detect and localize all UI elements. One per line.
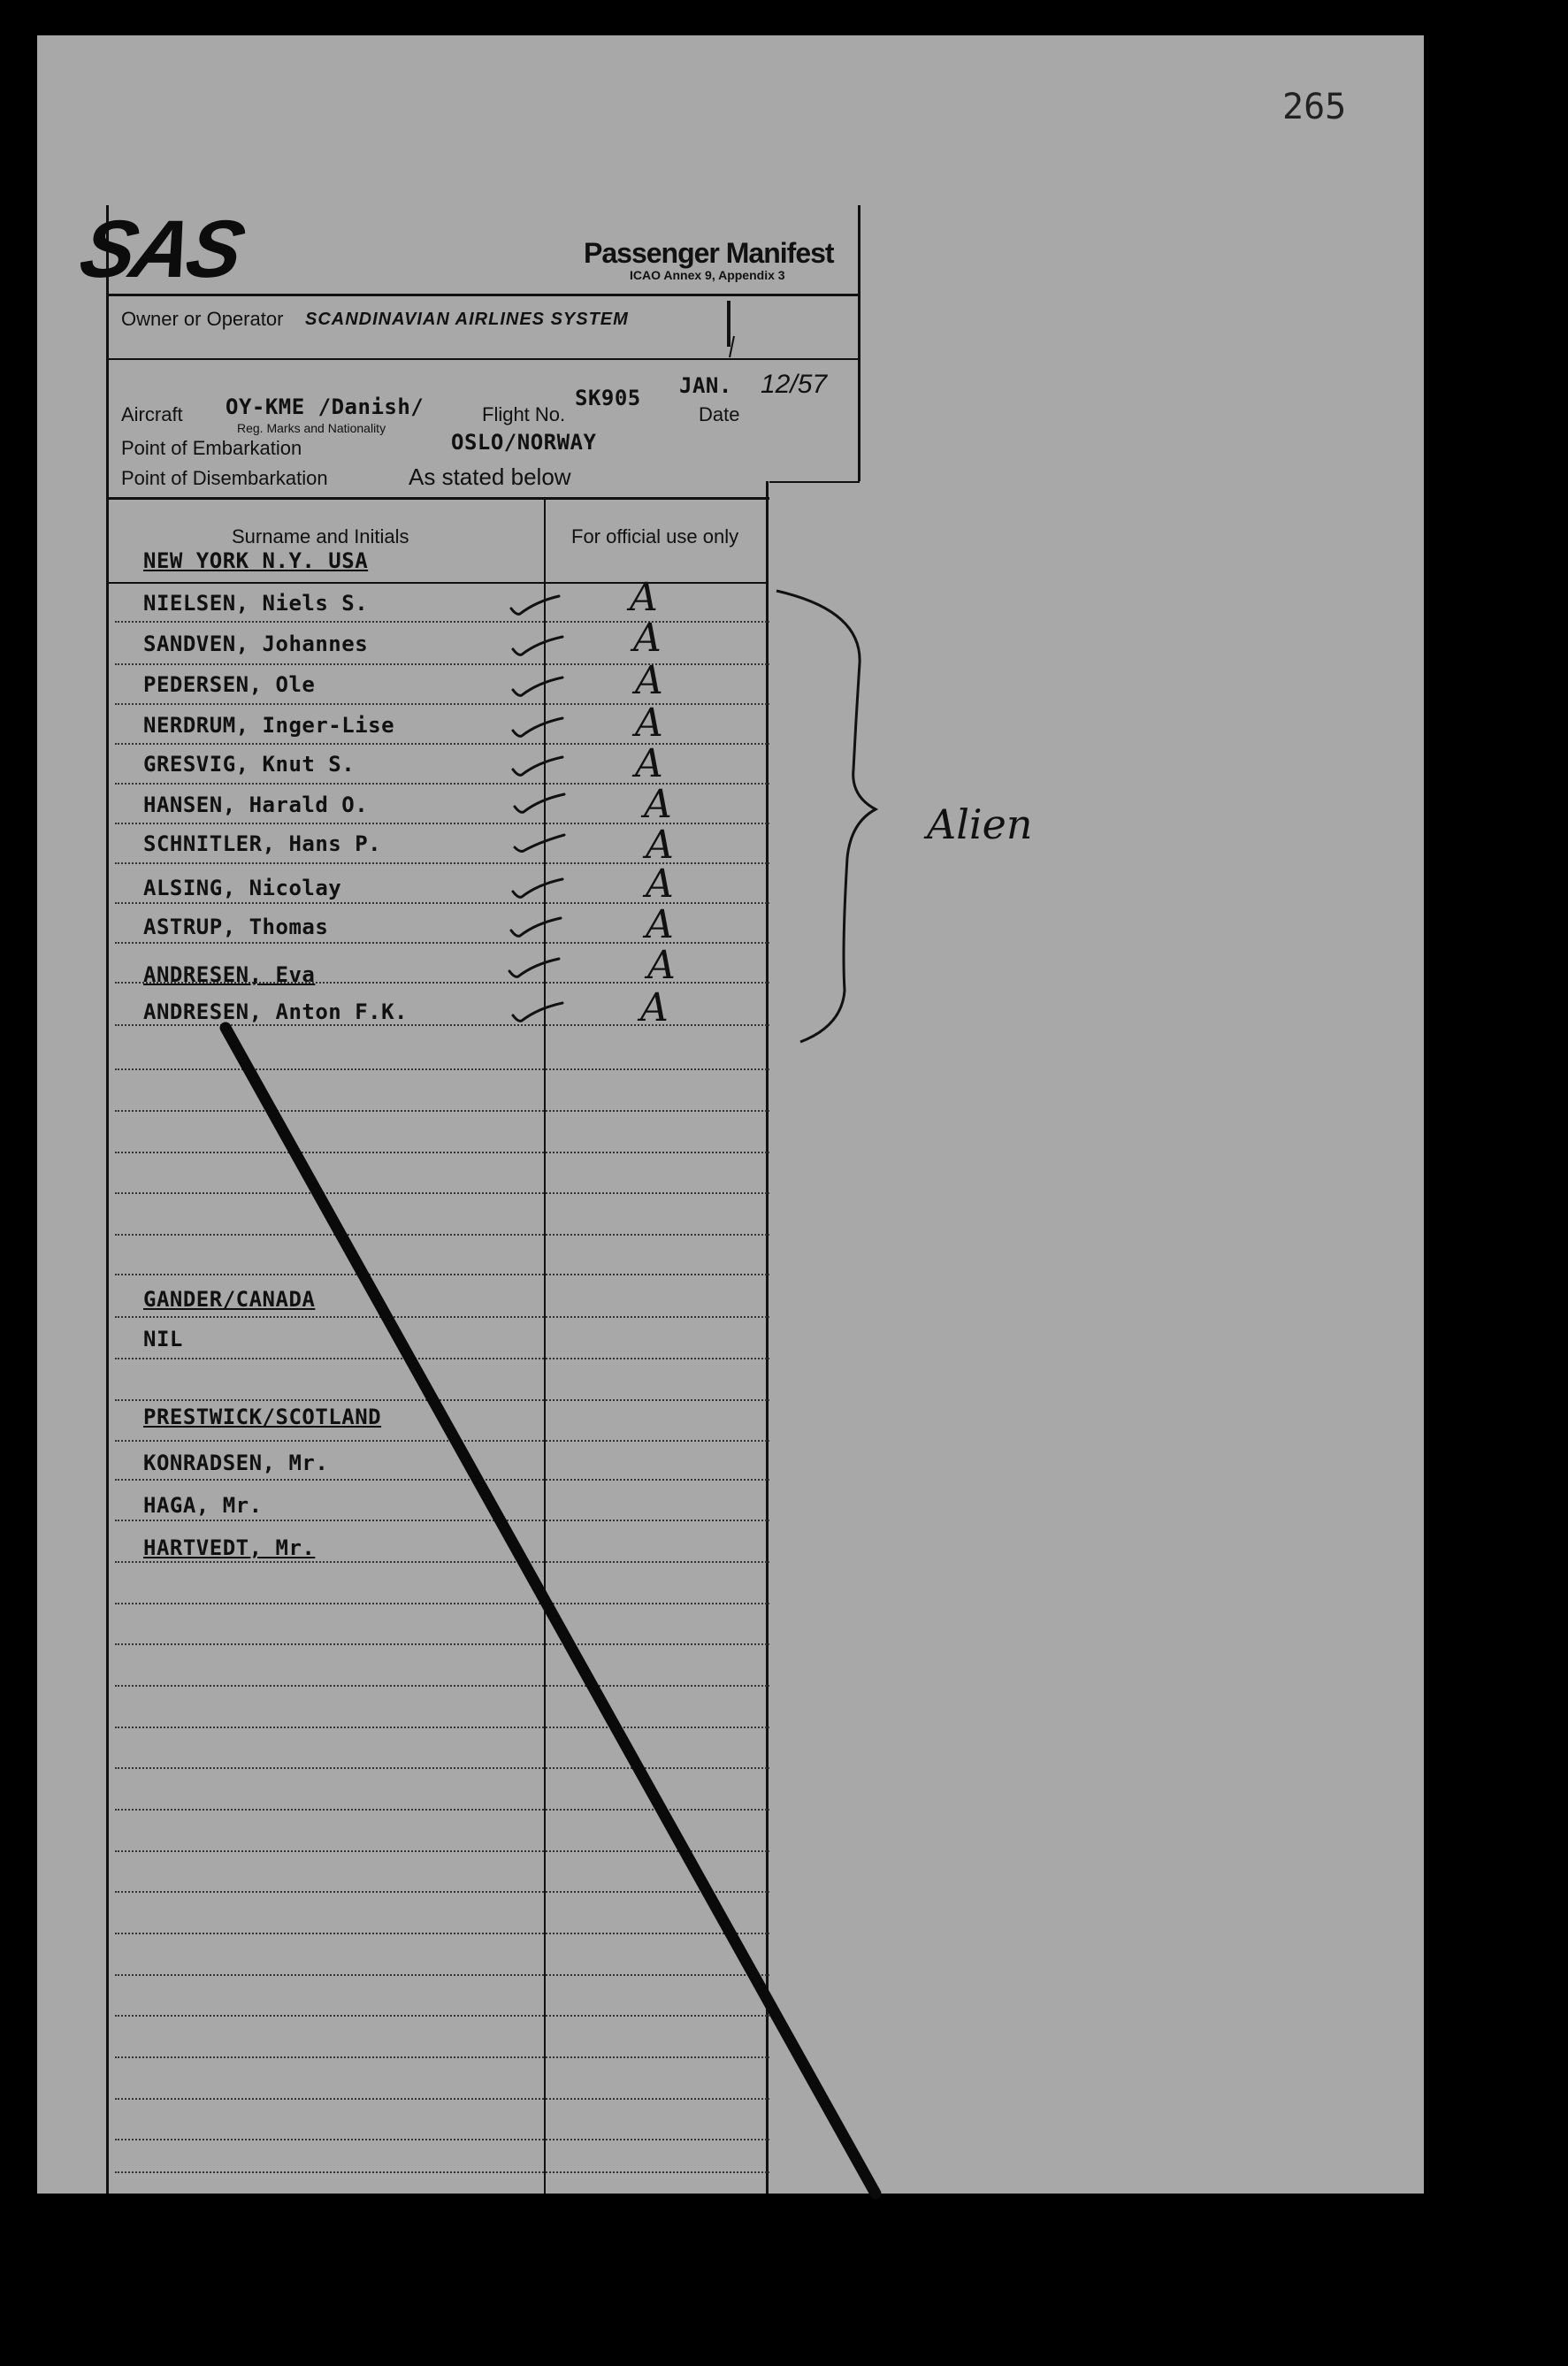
passenger-row: NERDRUM, Inger-Lise	[143, 713, 395, 738]
manifest-subtitle: ICAO Annex 9, Appendix 3	[630, 268, 785, 282]
flight-no-label: Flight No.	[482, 403, 566, 425]
surname-column-header: Surname and Initials	[232, 525, 409, 547]
check-mark	[513, 718, 562, 736]
passenger-row: NIELSEN, Niels S.	[143, 591, 369, 616]
official-column-header: For official use only	[571, 525, 739, 547]
alien-note: Alien	[927, 800, 1033, 848]
owner-label: Owner or Operator	[121, 308, 284, 330]
official-mark: A	[646, 861, 674, 907]
embarkation-label: Point of Embarkation	[121, 437, 302, 459]
check-mark	[511, 918, 561, 936]
date-typed: JAN.	[679, 373, 732, 398]
official-mark: A	[635, 658, 663, 703]
check-mark	[515, 794, 564, 812]
embarkation-value: OSLO/NORWAY	[451, 430, 597, 455]
flight-no-value: SK905	[575, 386, 641, 410]
check-mark	[513, 678, 562, 695]
destination-new-york: NEW YORK N.Y. USA	[143, 548, 369, 573]
check-mark	[513, 637, 562, 655]
passenger-row: ANDRESEN, Anton F.K.	[143, 999, 408, 1024]
official-mark: A	[646, 823, 674, 868]
passenger-row: ANDRESEN, Eva	[143, 962, 316, 987]
official-mark: A	[635, 741, 663, 786]
check-mark	[513, 757, 562, 775]
official-mark: A	[630, 575, 658, 620]
passenger-row: KONRADSEN, Mr.	[143, 1451, 329, 1475]
aircraft-label: Aircraft	[121, 403, 183, 425]
destination-gander: GANDER/CANADA	[143, 1287, 316, 1312]
cancellation-stroke	[226, 1028, 876, 2194]
check-mark	[509, 959, 559, 976]
official-mark: A	[644, 782, 672, 827]
official-mark: A	[635, 701, 663, 746]
official-mark: A	[640, 985, 669, 1030]
passenger-bracket	[776, 591, 876, 1042]
passenger-row: PEDERSEN, Ole	[143, 672, 316, 697]
passenger-row: SANDVEN, Johannes	[143, 632, 369, 656]
aircraft-value: OY-KME /Danish/	[226, 394, 425, 419]
official-mark: A	[647, 943, 676, 988]
passenger-row: GRESVIG, Knut S.	[143, 752, 356, 777]
passenger-row: ASTRUP, Thomas	[143, 915, 329, 939]
date-label: Date	[699, 403, 740, 425]
destination-prestwick: PRESTWICK/SCOTLAND	[143, 1405, 382, 1429]
date-hand: 12/57	[761, 370, 828, 399]
owner-tick	[730, 336, 734, 357]
passenger-row: SCHNITLER, Hans P.	[143, 831, 382, 856]
passenger-row: NIL	[143, 1327, 183, 1351]
check-mark	[515, 835, 564, 852]
manifest-title: Passenger Manifest	[584, 237, 834, 269]
check-mark	[511, 596, 559, 614]
check-mark	[513, 1003, 562, 1021]
passenger-row: HARTVEDT, Mr.	[143, 1535, 316, 1560]
reg-marks-label: Reg. Marks and Nationality	[237, 421, 386, 435]
page-number: 265	[1282, 87, 1347, 127]
check-mark	[513, 879, 562, 897]
check-marks	[509, 596, 564, 1021]
passenger-row: HANSEN, Harald O.	[143, 792, 369, 817]
passenger-row: ALSING, Nicolay	[143, 876, 342, 900]
official-mark: A	[646, 902, 674, 947]
disembarkation-label: Point of Disembarkation	[121, 467, 328, 489]
passenger-row: HAGA, Mr.	[143, 1493, 263, 1518]
disembarkation-value: As stated below	[409, 463, 571, 490]
owner-value: SCANDINAVIAN AIRLINES SYSTEM	[305, 310, 629, 329]
sas-logo: SAS	[73, 204, 249, 295]
official-mark: A	[633, 616, 662, 661]
